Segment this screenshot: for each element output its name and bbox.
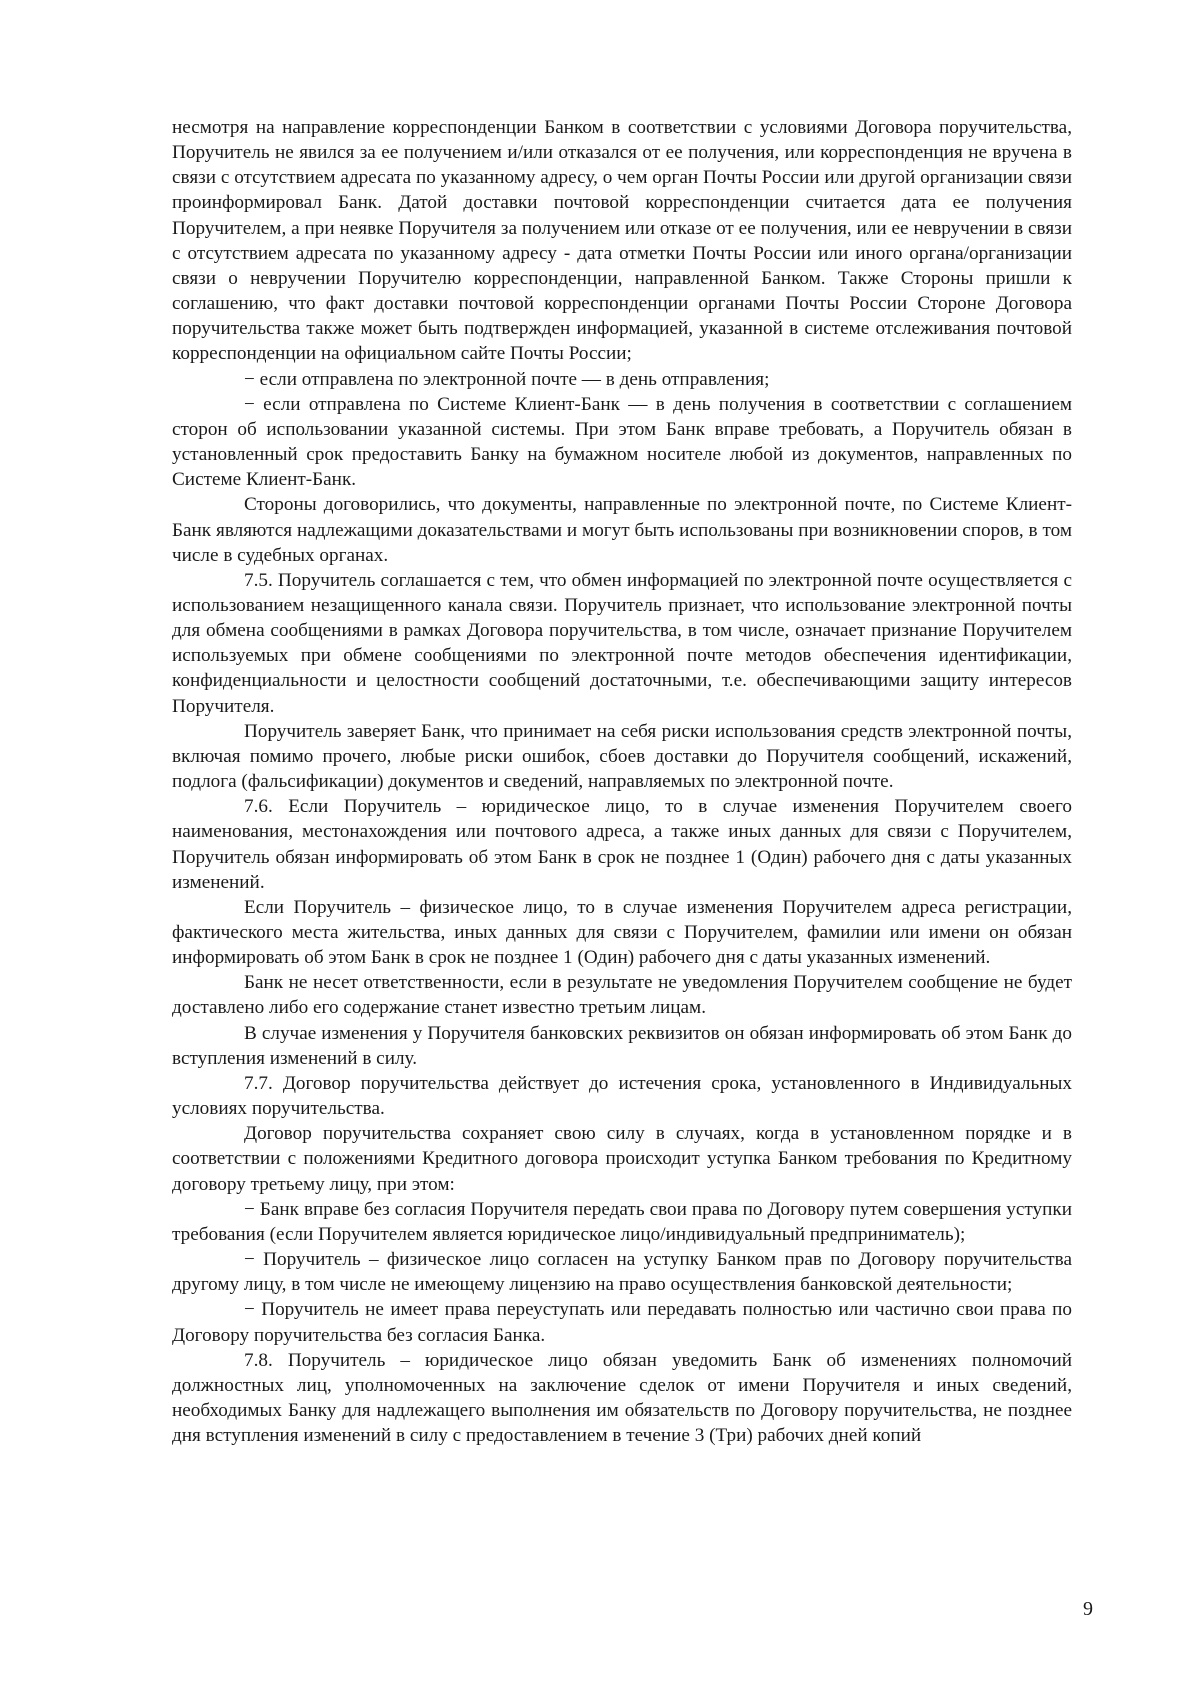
paragraph: Поручитель заверяет Банк, что принимает на себя риски использования средств электронной почты, включая помимо прочего, любые риски ошибок, сбоев доставки до Поручителя сообщений, искажений, подлога (фальсификации) документов и сведений, направляемых по электронной почте.	[172, 720, 1072, 793]
clause-7-5: 7.5. Поручитель соглашается с тем, что обмен информацией по электронной почте осуществляется с использованием незащищенного канала связи. Поручитель признает, что использование электронной почты для обмена сообщениями в рамках Договора поручительства, в том числе, означает признание Поручителем используемых при обмене сообщениями по электронной почте методов обеспечения идентификации, конфиденциальности и целостности сообщений достаточными, т.е. обеспечивающими защиту интересов Поручителя.	[172, 569, 1072, 717]
paragraph: несмотря на направление корреспонденции Банком в соответствии с условиями Договора поручительства, Поручитель не явился за ее получением и/или отказался от ее получения, или корреспонденция не вручена в связи с отсутствием адресата по указанному адресу, о чем орган Почты России или другой организации связи проинформировал Банк. Датой доставки почтовой корреспонденции считается дата ее получения Поручителем, а при неявке Поручителя за получением или отказе от ее получения, или ее невручении в связи с отсутствием адресата по указанному адресу - дата отметки Почты России или иного органа/организации связи о невручении Поручителю корреспонденции, направленной Банком. Также Стороны пришли к соглашению, что факт доставки почтовой корреспонденции органами Почты России Стороне Договора поручительства также может быть подтвержден информацией, указанной в системе отслеживания почтовой корреспонденции на официальном сайте Почты России;	[172, 117, 1072, 365]
document-body	[172, 115, 1072, 1448]
list-item: − если отправлена по электронной почте — в день отправления;	[244, 368, 770, 390]
paragraph: Договор поручительства сохраняет свою силу в случаях, когда в установленном порядке и в соответствии с положениями Кредитного договора происходит уступка Банком требования по Кредитному договору третьему лицу, при этом:	[172, 1123, 1072, 1195]
list-item: − Поручитель не имеет права переуступать или передавать полностью или частично свои права по Договору поручительства без согласия Банка.	[172, 1299, 1072, 1346]
clause-7-6: 7.6. Если Поручитель – юридическое лицо, то в случае изменения Поручителем своего наименования, местонахождения или почтового адреса, а также иных данных для связи с Поручителем, Поручитель обязан информировать об этом Банк в срок не позднее 1 (Один) рабочего дня с даты указанных изменений.	[172, 796, 1072, 893]
clause-7-8: 7.8. Поручитель – юридическое лицо обязан уведомить Банк об изменениях полномочий должностных лиц, уполномоченных на заключение сделок от имени Поручителя и иных сведений, необходимых Банку для надлежащего выполнения им обязательств по Договору поручительства, не позднее дня вступления изменений в силу с предоставлением в течение 3 (Три) рабочих дней копий	[172, 1349, 1072, 1447]
list-item: − Банк вправе без согласия Поручителя передать свои права по Договору путем совершения уступки требования (если Поручителем является юридическое лицо/индивидуальный предприниматель);	[172, 1198, 1072, 1245]
paragraph: Стороны договорились, что документы, направленные по электронной почте, по Системе Клиент-Банк являются надлежащими доказательствами и могут быть использованы при возникновении споров, в том числе в судебных органах.	[172, 494, 1072, 566]
paragraph: Банк не несет ответственности, если в результате не уведомления Поручителем сообщение не будет доставлено либо его содержание станет известно третьим лицам.	[172, 972, 1072, 1019]
page-number: 9	[1083, 1598, 1093, 1620]
paragraph: В случае изменения у Поручителя банковских реквизитов он обязан информировать об этом Банк до вступления изменений в силу.	[172, 1022, 1072, 1069]
list-item: − если отправлена по Системе Клиент-Банк — в день получения в соответствии с соглашением сторон об использовании указанной системы. При этом Банк вправе требовать, а Поручитель обязан в установленный срок предоставить Банку на бумажном носителе любой из документов, направленных по Системе Клиент-Банк.	[172, 393, 1072, 491]
list-item: − Поручитель – физическое лицо согласен на уступку Банком прав по Договору поручительства другому лицу, в том числе не имеющему лицензию на право осуществления банковской деятельности;	[172, 1249, 1072, 1296]
paragraph: Если Поручитель – физическое лицо, то в случае изменения Поручителем адреса регистрации, фактического места жительства, иных данных для связи с Поручителем, фамилии или имени он обязан информировать об этом Банк в срок не позднее 1 (Один) рабочего дня с даты указанных изменений.	[172, 896, 1072, 969]
clause-7-7: 7.7. Договор поручительства действует до истечения срока, установленного в Индивидуальных условиях поручительства.	[172, 1072, 1072, 1120]
